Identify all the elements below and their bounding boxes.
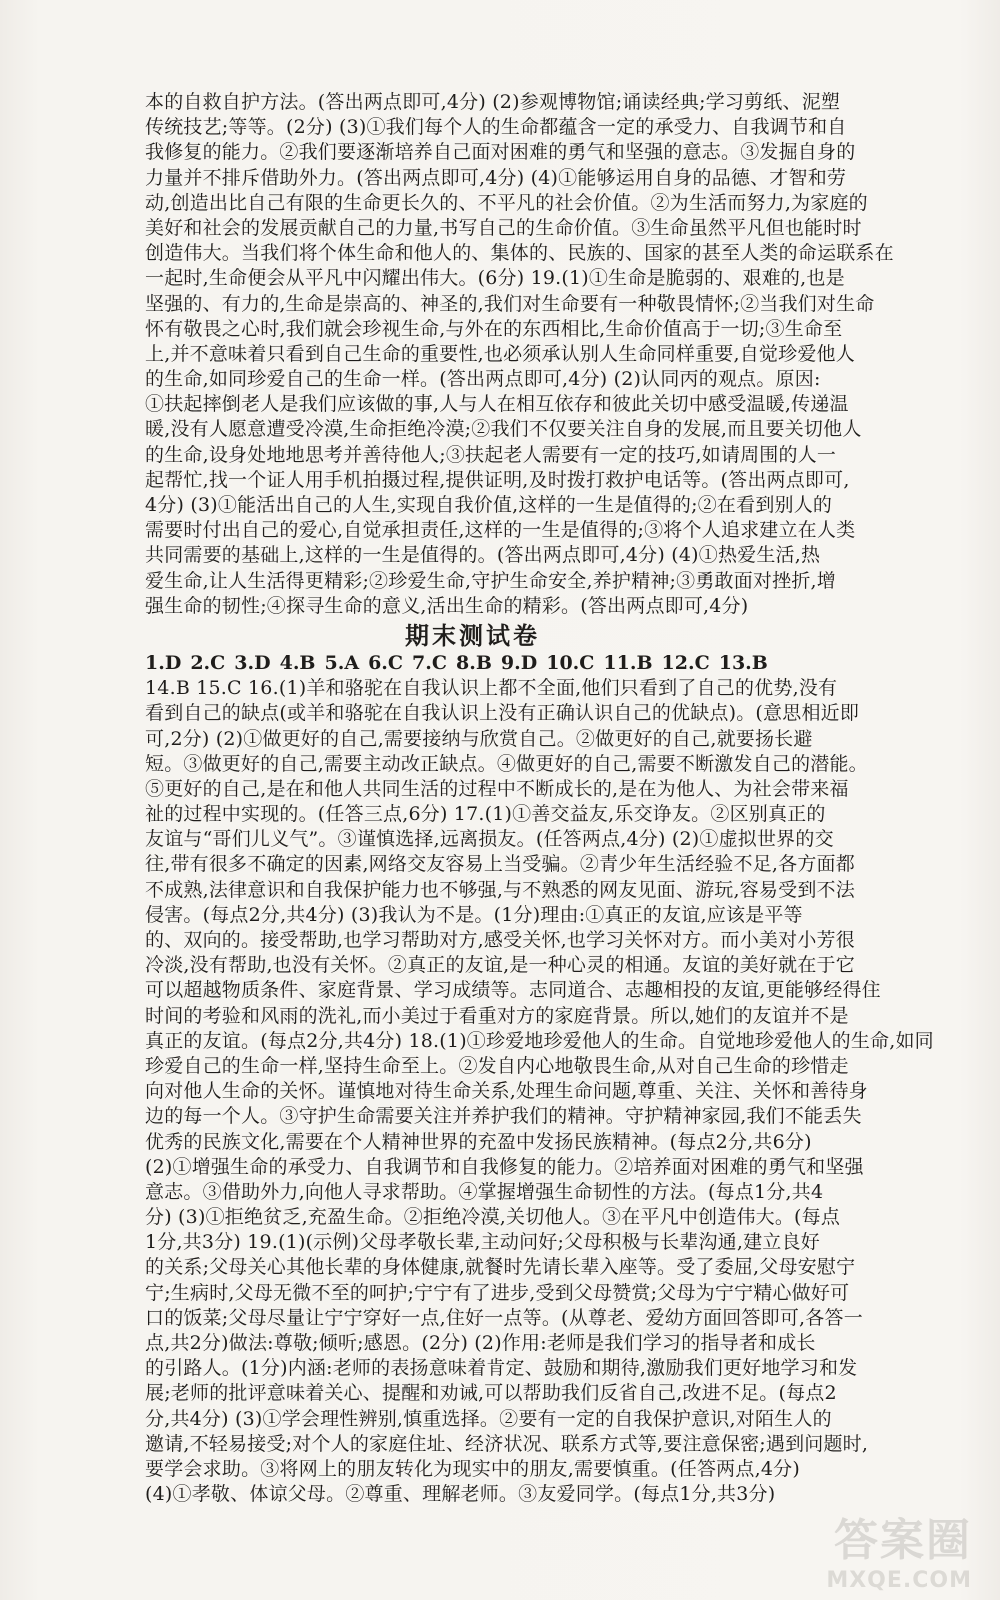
text-line: 的引路人。(1分)内涵:老师的表扬意味着肯定、鼓励和期待,激励我们更好地学习和发	[145, 1357, 858, 1380]
text-line: 力量并不排斥借助外力。(答出两点即可,4分) (4)①能够运用自身的品德、才智和劳	[145, 166, 847, 189]
text-line: 分,共4分) (3)①学会理性辨别,慎重选择。②要有一定的自我保护意识,对陌生人的	[145, 1407, 832, 1430]
text-line: 侵害。(每点2分,共4分) (3)我认为不是。(1分)理由:①真正的友谊,应该是平等	[145, 903, 803, 926]
text-line: 本的自救自护方法。(答出两点即可,4分) (2)参观博物馆;诵读经典;学习剪纸、泥塑	[145, 91, 841, 113]
text-line: 怀有敬畏之心时,我们就会珍视生命,与外在的东西相比,生命价值高于一切;③生命至	[145, 317, 843, 340]
text-line: 珍爱自己的生命一样,坚持生命至上。②发自内心地敬畏生命,从对自己生命的珍惜走	[145, 1054, 849, 1077]
text-line: 真正的友谊。(每点2分,共4分) 18.(1)①珍爱地珍爱他人的生命。自觉地珍爱他人的生命,如同	[145, 1029, 934, 1052]
text-line: 展;老师的批评意味着关心、提醒和劝诫,可以帮助我们反省自己,改进不足。(每点2	[145, 1382, 837, 1405]
part1-answers	[145, 90, 894, 619]
choice-answer: 7.C	[412, 651, 448, 674]
text-line: (2)①增强生命的承受力、自我调节和自我修复的能力。②培养面对困难的勇气和坚强	[145, 1155, 864, 1178]
text-line: 一起时,生命便会从平凡中闪耀出伟大。(6分) 19.(1)①生命是脆弱的、艰难的,也是	[145, 267, 845, 290]
choice-answer: 6.C	[368, 651, 404, 674]
choice-answer: 1.D	[145, 651, 182, 674]
text-line: 需要时付出自己的爱心,自觉承担责任,这样的一生是值得的;③将个人追求建立在人类	[145, 519, 856, 542]
choice-answer: 12.C	[661, 651, 710, 674]
text-line: 看到自己的缺点(或羊和骆驼在自我认识上没有正确认识自己的优缺点)。(意思相近即	[145, 702, 860, 725]
text-line: ①扶起摔倒老人是我们应该做的事,人与人在相互依存和彼此关切中感受温暖,传递温	[145, 393, 849, 416]
watermark-top: 答案圈	[834, 1515, 972, 1566]
text-line: 美好和社会的发展贡献自己的力量,书写自己的生命价值。③生命虽然平凡但也能时时	[145, 216, 862, 239]
choice-answer: 10.C	[546, 651, 595, 674]
text-line: 创造伟大。当我们将个体生命和他人的、集体的、民族的、国家的甚至人类的命运联系在	[145, 242, 894, 265]
text-line: ⑤更好的自己,是在和他人共同生活的过程中不断成长的,是在为他人、为社会带来福	[145, 777, 849, 800]
text-line: 我修复的能力。②我们要逐渐培养自己面对困难的勇气和坚强的意志。③发掘自身的	[145, 141, 856, 164]
choice-answer: 13.B	[718, 651, 768, 674]
text-column	[145, 90, 934, 1507]
text-line: 冷淡,没有帮助,也没有关怀。②真正的友谊,是一种心灵的相通。友谊的美好就在于它	[145, 954, 855, 977]
text-line: 优秀的民族文化,需要在个人精神世界的充盈中发扬民族精神。(每点2分,共6分)	[145, 1130, 812, 1153]
watermark-bottom: MXQE.COM	[826, 1568, 972, 1593]
text-line: 意志。③借助外力,向他人寻求帮助。④掌握增强生命韧性的方法。(每点1分,共4	[145, 1180, 824, 1203]
text-line: 邀请,不轻易接受;对个人的家庭住址、经济状况、联系方式等,要注意保密;遇到问题时,	[145, 1432, 869, 1455]
text-line: 暖,没有人愿意遭受冷漠,生命拒绝冷漠;②我们不仅要关注自身的发展,而且要关切他人	[145, 418, 862, 441]
multiple-choice-answers	[145, 651, 800, 676]
text-line: 边的每一个人。③守护生命需要关注并养护我们的精神。守护精神家园,我们不能丢失	[145, 1105, 862, 1128]
text-line: 祉的过程中实现的。(任答三点,6分) 17.(1)①善交益友,乐交诤友。②区别真正的	[145, 803, 826, 826]
text-line: 起帮忙,找一个证人用手机拍摄过程,提供证明,及时拨打救护电话等。(答出两点即可,	[145, 468, 850, 491]
text-line: 分) (3)①拒绝贫乏,充盈生命。②拒绝冷漠,关切他人。③在平凡中创造伟大。(每点	[145, 1206, 841, 1229]
choice-answer: 2.C	[190, 651, 226, 674]
text-line: 传统技艺;等等。(2分) (3)①我们每个人的生命都蕴含一定的承受力、自我调节和自	[145, 116, 847, 139]
text-line: 可以超越物质条件、家庭背景、学习成绩等。志同道合、志趣相投的友谊,更能够经得住	[145, 979, 881, 1002]
choice-answer: 4.B	[279, 651, 316, 674]
text-line: 友谊与“哥们儿义气”。③谨慎选择,远离损友。(任答两点,4分) (2)①虚拟世界的交	[145, 828, 834, 851]
text-line: 动,创造出比自己有限的生命更长久的、不平凡的社会价值。②为生活而努力,为家庭的	[145, 191, 868, 214]
text-line: 短。③做更好的自己,需要主动改正缺点。④做更好的自己,需要不断激发自己的潜能。	[145, 752, 868, 775]
section-title: 期末测试卷	[405, 621, 540, 650]
choice-answer: 5.A	[324, 651, 360, 674]
choice-answer: 8.B	[456, 651, 492, 674]
text-line: 点,共2分)做法:尊敬;倾听;感恩。(2分) (2)作用:老师是我们学习的指导者和成长	[145, 1332, 816, 1354]
text-line: 1分,共3分) 19.(1)(示例)父母孝敬长辈,主动问好;父母积极与长辈沟通,建立良好	[145, 1231, 820, 1254]
part2-answers	[145, 676, 934, 1507]
text-line: 往,带有很多不确定的因素,网络交友容易上当受骗。②青少年生活经验不足,各方面都	[145, 853, 855, 876]
text-line: 宁;生病时,父母无微不至的呵护;宁宁有了进步,受到父母赞赏;父母为宁宁精心做好可	[145, 1281, 850, 1304]
text-line: 不成熟,法律意识和自我保护能力也不够强,与不熟悉的网友见面、游玩,容易受到不法	[145, 878, 855, 901]
text-line: 14.B 15.C 16.(1)羊和骆驼在自我认识上都不全面,他们只看到了自己的优势,没有	[145, 677, 838, 700]
text-line: 要学会求助。③将网上的朋友转化为现实中的朋友,需要慎重。(任答两点,4分)	[145, 1457, 800, 1480]
text-line: 可,2分) (2)①做更好的自己,需要接纳与欣赏自己。②做更好的自己,就要扬长避	[145, 727, 813, 750]
watermark-logo	[767, 1504, 972, 1593]
text-line: 的生命,如同珍爱自己的生命一样。(答出两点即可,4分) (2)认同丙的观点。原因:	[145, 368, 821, 391]
text-line: 时间的考验和风雨的洗礼,而小美过于看重对方的家庭背景。所以,她们的友谊并不是	[145, 1004, 849, 1027]
text-line: 4分) (3)①能活出自己的人生,实现自我价值,这样的一生是值得的;②在看到别人的	[145, 494, 833, 516]
choice-answer: 9.D	[500, 651, 538, 674]
text-line: 强生命的韧性;④探寻生命的意义,活出生命的精彩。(答出两点即可,4分)	[145, 594, 749, 617]
text-line: 的关系;父母关心其他长辈的身体健康,就餐时先请长辈入座等。受了委屈,父母安慰宁	[145, 1256, 856, 1279]
text-line: 坚强的、有力的,生命是崇高的、神圣的,我们对生命要有一种敬畏情怀;②当我们对生命	[145, 292, 875, 315]
text-line: 共同需要的基础上,这样的一生是值得的。(答出两点即可,4分) (4)①热爱生活,热	[145, 544, 821, 567]
choice-answer: 3.D	[234, 651, 271, 674]
text-line: 的生命,设身处地地思考并善待他人;③扶起老人需要有一定的技巧,如请周围的人一	[145, 443, 837, 466]
choice-answer: 11.B	[603, 651, 653, 674]
text-line: 向对他人生命的关怀。谨慎地对待生命关系,处理生命问题,尊重、关注、关怀和善待身	[145, 1080, 868, 1103]
text-line: 的、双向的。接受帮助,也学习帮助对方,感受关怀,也学习关怀对方。而小美对小芳很	[145, 929, 855, 951]
text-line: 口的饭菜;父母尽量让宁宁穿好一点,住好一点等。(从尊老、爱幼方面回答即可,各答一	[145, 1306, 863, 1329]
text-line: 上,并不意味着只看到自己生命的重要性,也必须承认别人生命同样重要,自觉珍爱他人	[145, 342, 855, 365]
text-line: 爱生命,让人生活得更精彩;②珍爱生命,守护生命安全,养护精神;③勇敢面对挫折,增	[145, 569, 836, 592]
text-line: (4)①孝敬、体谅父母。②尊重、理解老师。③友爱同学。(每点1分,共3分)	[145, 1483, 776, 1506]
